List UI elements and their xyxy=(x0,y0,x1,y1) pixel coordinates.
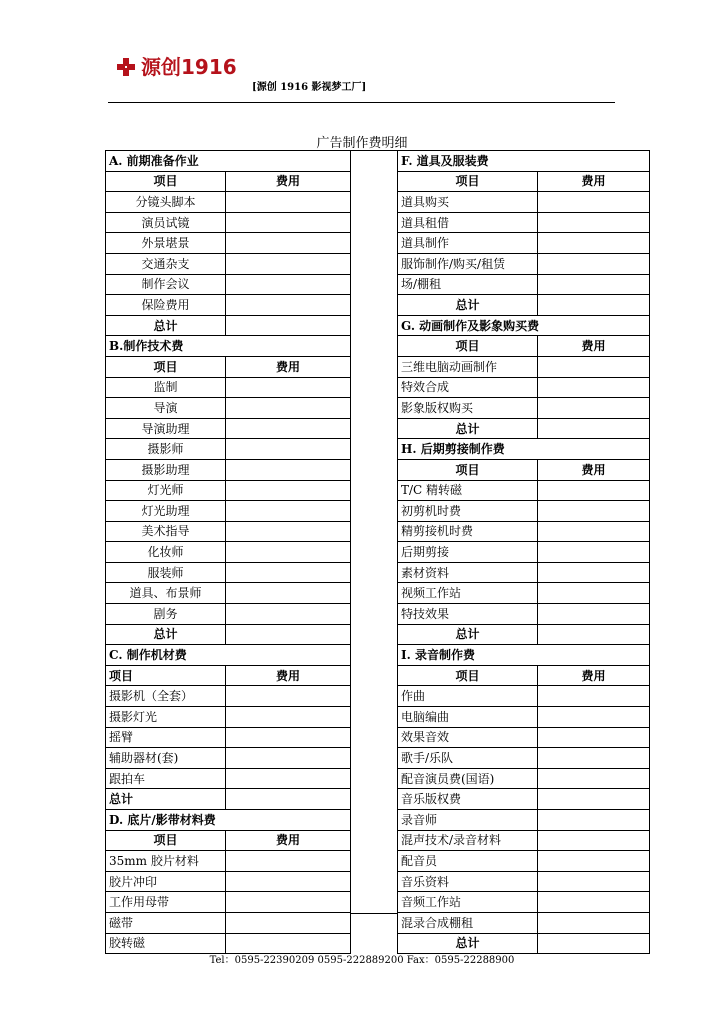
cost-cell xyxy=(226,871,351,892)
item-label: 摄影灯光 xyxy=(106,707,226,728)
cost-cell xyxy=(226,851,351,872)
item-label: 导演 xyxy=(106,398,226,419)
total-row xyxy=(106,624,351,645)
item-label: 制作会议 xyxy=(106,274,226,295)
cost-cell xyxy=(226,521,351,542)
cost-cell xyxy=(226,398,351,419)
column-header-item: 项目 xyxy=(106,356,226,377)
cost-cell xyxy=(226,583,351,604)
table-row xyxy=(106,892,351,913)
cost-table-left xyxy=(105,150,351,954)
item-label: 道具、布景师 xyxy=(106,583,226,604)
column-header-cost: 费用 xyxy=(226,356,351,377)
table-row xyxy=(398,892,650,913)
cost-cell xyxy=(538,542,650,563)
contact-footer: Tel：0595-22390209 0595-222889200 Fax：0595-22288900 xyxy=(209,955,515,966)
item-label: 导演助理 xyxy=(106,418,226,439)
table-row xyxy=(398,604,650,625)
column-header-row xyxy=(106,356,351,377)
total-row xyxy=(398,624,650,645)
logo-mark-icon xyxy=(117,58,135,76)
item-label: 胶片冲印 xyxy=(106,871,226,892)
table-row xyxy=(398,274,650,295)
section-header-c xyxy=(106,645,351,666)
column-header-cost: 费用 xyxy=(226,830,351,851)
table-row xyxy=(398,851,650,872)
total-cost-cell xyxy=(226,624,351,645)
column-header-cost: 费用 xyxy=(538,665,650,686)
cost-table-right xyxy=(397,150,650,954)
section-header-d xyxy=(106,810,351,831)
column-header-cost: 费用 xyxy=(538,336,650,357)
cost-cell xyxy=(538,356,650,377)
column-header-row xyxy=(106,665,351,686)
table-row xyxy=(106,377,351,398)
table-row xyxy=(106,295,351,316)
table-gap-column xyxy=(350,150,397,914)
cost-cell xyxy=(226,542,351,563)
column-header-row xyxy=(398,459,650,480)
section-header-i xyxy=(398,645,650,666)
table-row xyxy=(106,192,351,213)
table-row xyxy=(398,789,650,810)
cost-cell xyxy=(538,768,650,789)
item-label: 配音演员费(国语) xyxy=(398,768,538,789)
cost-cell xyxy=(226,212,351,233)
table-row xyxy=(106,253,351,274)
total-label: 总计 xyxy=(398,418,538,439)
cost-cell xyxy=(538,604,650,625)
cost-cell xyxy=(538,521,650,542)
table-row xyxy=(398,521,650,542)
item-label: 摄影师 xyxy=(106,439,226,460)
cost-cell xyxy=(226,748,351,769)
cost-cell xyxy=(538,686,650,707)
item-label: 视频工作站 xyxy=(398,583,538,604)
total-row xyxy=(106,789,351,810)
total-label: 总计 xyxy=(398,295,538,316)
item-label: 素材资料 xyxy=(398,562,538,583)
cost-cell xyxy=(226,501,351,522)
cost-cell xyxy=(226,912,351,933)
total-cost-cell xyxy=(538,418,650,439)
item-label: 辅助器材(套) xyxy=(106,748,226,769)
column-header-cost: 费用 xyxy=(226,665,351,686)
table-row xyxy=(106,233,351,254)
item-label: 混声技术/录音材料 xyxy=(398,830,538,851)
table-row xyxy=(106,562,351,583)
item-label: 交通杂支 xyxy=(106,253,226,274)
table-row xyxy=(398,727,650,748)
column-header-item: 项目 xyxy=(106,665,226,686)
section-header-h xyxy=(398,439,650,460)
item-label: 化妆师 xyxy=(106,542,226,563)
table-row xyxy=(106,418,351,439)
column-header-item: 项目 xyxy=(106,171,226,192)
table-row xyxy=(398,686,650,707)
cost-cell xyxy=(538,583,650,604)
logo-text: 源创1916 xyxy=(141,55,237,79)
table-row xyxy=(106,274,351,295)
item-label: 灯光助理 xyxy=(106,501,226,522)
table-row xyxy=(106,542,351,563)
cost-cell xyxy=(538,212,650,233)
item-label: 场/棚租 xyxy=(398,274,538,295)
item-label: 配音员 xyxy=(398,851,538,872)
cost-cell xyxy=(226,439,351,460)
column-header-cost: 费用 xyxy=(538,459,650,480)
item-label: 录音师 xyxy=(398,810,538,831)
section-title-b: B.制作技术费 xyxy=(106,336,351,357)
table-row xyxy=(106,604,351,625)
table-row xyxy=(106,583,351,604)
table-row xyxy=(106,686,351,707)
table-row xyxy=(106,748,351,769)
table-row xyxy=(398,707,650,728)
cost-cell xyxy=(538,501,650,522)
cost-cell xyxy=(226,562,351,583)
cost-cell xyxy=(226,892,351,913)
cost-cell xyxy=(538,912,650,933)
table-row xyxy=(106,871,351,892)
table-row xyxy=(106,398,351,419)
table-row xyxy=(398,212,650,233)
item-label: 道具租借 xyxy=(398,212,538,233)
cost-cell xyxy=(226,295,351,316)
table-row xyxy=(106,459,351,480)
total-row xyxy=(106,315,351,336)
item-label: 混录合成棚租 xyxy=(398,912,538,933)
total-row xyxy=(398,418,650,439)
cost-cell xyxy=(538,748,650,769)
column-header-row xyxy=(398,336,650,357)
total-label: 总计 xyxy=(106,315,226,336)
section-header-f xyxy=(398,151,650,172)
item-label: 保险费用 xyxy=(106,295,226,316)
item-label: 工作用母带 xyxy=(106,892,226,913)
total-label: 总计 xyxy=(398,933,538,954)
total-cost-cell xyxy=(226,789,351,810)
table-row xyxy=(398,830,650,851)
column-header-item: 项目 xyxy=(106,830,226,851)
column-header-item: 项目 xyxy=(398,665,538,686)
total-cost-cell xyxy=(538,624,650,645)
table-row xyxy=(106,480,351,501)
cost-cell xyxy=(226,253,351,274)
cost-cell xyxy=(226,727,351,748)
table-row xyxy=(398,398,650,419)
item-label: 摄影助理 xyxy=(106,459,226,480)
item-label: 道具制作 xyxy=(398,233,538,254)
cost-cell xyxy=(226,459,351,480)
item-label: 摇臂 xyxy=(106,727,226,748)
table-row xyxy=(398,501,650,522)
cost-cell xyxy=(538,871,650,892)
cost-cell xyxy=(538,810,650,831)
total-label: 总计 xyxy=(106,624,226,645)
section-title-h: H. 后期剪接制作费 xyxy=(398,439,650,460)
item-label: 音频工作站 xyxy=(398,892,538,913)
column-header-row xyxy=(398,665,650,686)
cost-cell xyxy=(538,830,650,851)
column-header-item: 项目 xyxy=(398,459,538,480)
item-label: 摄影机（全套） xyxy=(106,686,226,707)
cost-cell xyxy=(538,274,650,295)
cost-cell xyxy=(538,707,650,728)
total-cost-cell xyxy=(226,315,351,336)
table-row xyxy=(106,768,351,789)
table-row xyxy=(398,356,650,377)
item-label: 影象版权购买 xyxy=(398,398,538,419)
item-label: 跟拍车 xyxy=(106,768,226,789)
cost-cell xyxy=(538,398,650,419)
total-label: 总计 xyxy=(398,624,538,645)
section-title-f: F. 道具及服装费 xyxy=(398,151,650,172)
cost-cell xyxy=(226,192,351,213)
table-row xyxy=(106,521,351,542)
item-label: 效果音效 xyxy=(398,727,538,748)
table-row xyxy=(398,912,650,933)
table-row xyxy=(398,871,650,892)
table-row xyxy=(398,233,650,254)
total-row xyxy=(398,295,650,316)
table-row xyxy=(398,748,650,769)
table-row xyxy=(398,192,650,213)
section-title-d: D. 底片/影带材料费 xyxy=(106,810,351,831)
cost-cell xyxy=(226,418,351,439)
document-title: 广告制作费明细 xyxy=(316,136,408,151)
table-row xyxy=(106,439,351,460)
item-label: 歌手/乐队 xyxy=(398,748,538,769)
table-row xyxy=(398,480,650,501)
item-label: 音乐版权费 xyxy=(398,789,538,810)
cost-cell xyxy=(538,727,650,748)
item-label: 磁带 xyxy=(106,912,226,933)
header-divider xyxy=(108,102,615,103)
table-row xyxy=(106,912,351,933)
section-header-b xyxy=(106,336,351,357)
item-label: T/C 精转磁 xyxy=(398,480,538,501)
column-header-item: 项目 xyxy=(398,171,538,192)
table-row xyxy=(398,377,650,398)
table-row xyxy=(398,810,650,831)
table-row xyxy=(398,253,650,274)
cost-cell xyxy=(538,192,650,213)
cost-cell xyxy=(226,274,351,295)
column-header-cost: 费用 xyxy=(226,171,351,192)
table-row xyxy=(106,727,351,748)
item-label: 电脑编曲 xyxy=(398,707,538,728)
cost-cell xyxy=(226,707,351,728)
item-label: 后期剪接 xyxy=(398,542,538,563)
column-header-row xyxy=(398,171,650,192)
cost-cell xyxy=(538,851,650,872)
item-label: 作曲 xyxy=(398,686,538,707)
cost-cell xyxy=(538,892,650,913)
item-label: 监制 xyxy=(106,377,226,398)
table-row xyxy=(398,542,650,563)
cost-cell xyxy=(538,789,650,810)
cost-cell xyxy=(226,604,351,625)
item-label: 特效合成 xyxy=(398,377,538,398)
section-title-a: A. 前期准备作业 xyxy=(106,151,351,172)
item-label: 服饰制作/购买/租赁 xyxy=(398,253,538,274)
cost-cell xyxy=(226,480,351,501)
section-title-g: G. 动画制作及影象购买费 xyxy=(398,315,650,336)
table-row xyxy=(106,851,351,872)
company-logo xyxy=(117,57,237,77)
section-header-g xyxy=(398,315,650,336)
column-header-row xyxy=(106,830,351,851)
item-label: 外景堪景 xyxy=(106,233,226,254)
item-label: 分镜头脚本 xyxy=(106,192,226,213)
table-row xyxy=(398,583,650,604)
column-header-item: 项目 xyxy=(398,336,538,357)
cost-cell xyxy=(538,377,650,398)
cost-cell xyxy=(538,480,650,501)
column-header-row xyxy=(106,171,351,192)
cost-cell xyxy=(226,768,351,789)
total-label: 总计 xyxy=(106,789,226,810)
item-label: 35mm 胶片材料 xyxy=(106,851,226,872)
cost-cell xyxy=(538,233,650,254)
column-header-cost: 费用 xyxy=(538,171,650,192)
table-row xyxy=(106,501,351,522)
cost-cell xyxy=(226,686,351,707)
item-label: 三维电脑动画制作 xyxy=(398,356,538,377)
table-row xyxy=(398,768,650,789)
table-row xyxy=(106,212,351,233)
item-label: 服装师 xyxy=(106,562,226,583)
item-label: 初剪机时费 xyxy=(398,501,538,522)
section-title-i: I. 录音制作费 xyxy=(398,645,650,666)
item-label: 精剪接机时费 xyxy=(398,521,538,542)
item-label: 剧务 xyxy=(106,604,226,625)
item-label: 灯光师 xyxy=(106,480,226,501)
item-label: 美术指导 xyxy=(106,521,226,542)
cost-cell xyxy=(538,253,650,274)
item-label: 演员试镜 xyxy=(106,212,226,233)
cost-cell xyxy=(226,377,351,398)
table-row xyxy=(398,562,650,583)
section-title-c: C. 制作机材费 xyxy=(106,645,351,666)
table-row xyxy=(106,707,351,728)
brand-tagline: [源创 1916 影视梦工厂] xyxy=(252,82,367,93)
cost-cell xyxy=(538,562,650,583)
item-label: 道具购买 xyxy=(398,192,538,213)
section-header-a xyxy=(106,151,351,172)
item-label: 音乐资料 xyxy=(398,871,538,892)
item-label: 胶转磁 xyxy=(106,933,226,954)
item-label: 特技效果 xyxy=(398,604,538,625)
total-cost-cell xyxy=(538,295,650,316)
cost-cell xyxy=(226,233,351,254)
